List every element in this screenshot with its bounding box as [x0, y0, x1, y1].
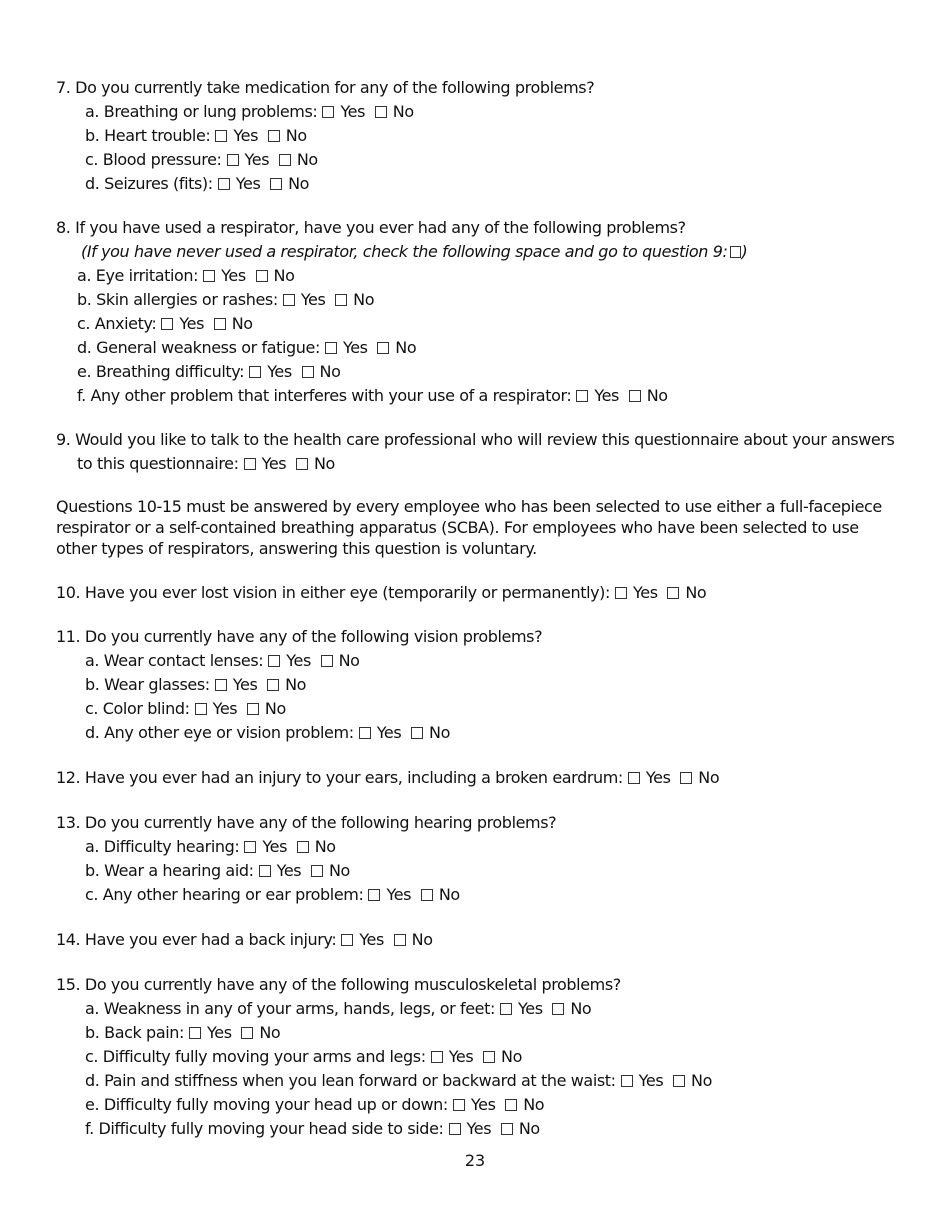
q9-yes-checkbox[interactable] [244, 458, 256, 470]
q7b: b. Heart trouble: Yes No [85, 126, 307, 145]
q13a: a. Difficulty hearing: Yes No [85, 837, 336, 856]
q11a-no-checkbox[interactable] [321, 655, 333, 667]
q8f-no-checkbox[interactable] [629, 390, 641, 402]
q15a-no-checkbox[interactable] [552, 1003, 564, 1015]
q7c-yes-checkbox[interactable] [227, 154, 239, 166]
q7d-no-checkbox[interactable] [270, 178, 282, 190]
q12-no-checkbox[interactable] [680, 772, 692, 784]
q11c: c. Color blind: Yes No [85, 699, 286, 718]
q8d-yes-checkbox[interactable] [325, 342, 337, 354]
q15c-no-checkbox[interactable] [483, 1051, 495, 1063]
q15e-yes-checkbox[interactable] [453, 1099, 465, 1111]
q10-no-checkbox[interactable] [667, 587, 679, 599]
q13a-yes-checkbox[interactable] [244, 841, 256, 853]
q15d-no-checkbox[interactable] [673, 1075, 685, 1087]
q11c-no-checkbox[interactable] [247, 703, 259, 715]
q11a: a. Wear contact lenses: Yes No [85, 651, 360, 670]
q8a-yes-checkbox[interactable] [203, 270, 215, 282]
q15f: f. Difficulty fully moving your head side to side: Yes No [85, 1119, 540, 1138]
q9-no-checkbox[interactable] [296, 458, 308, 470]
q11d-no-checkbox[interactable] [411, 727, 423, 739]
q13-text: 13. Do you currently have any of the following hearing problems? [56, 813, 557, 832]
q7d: d. Seizures (fits): Yes No [85, 174, 310, 193]
q11c-yes-checkbox[interactable] [195, 703, 207, 715]
q15a-yes-checkbox[interactable] [500, 1003, 512, 1015]
instructions-paragraph: Questions 10-15 must be answered by every employee who has been selected to use either a full-facepiece respirator or a self-contained breathing apparatus (SCBA). For employees who have been selected to use other types of respirators, answering this question is voluntary. [56, 497, 882, 558]
q12-yes-checkbox[interactable] [628, 772, 640, 784]
q11b-no-checkbox[interactable] [267, 679, 279, 691]
q15f-yes-checkbox[interactable] [449, 1123, 461, 1135]
q15d-yes-checkbox[interactable] [621, 1075, 633, 1087]
q7a-yes-checkbox[interactable] [322, 106, 334, 118]
q7a: a. Breathing or lung problems: Yes No [85, 102, 414, 121]
q15b: b. Back pain: Yes No [85, 1023, 281, 1042]
q11a-yes-checkbox[interactable] [268, 655, 280, 667]
q11d-yes-checkbox[interactable] [359, 727, 371, 739]
q14: 14. Have you ever had a back injury: Yes No [56, 930, 433, 949]
q14-no-checkbox[interactable] [394, 934, 406, 946]
q8a: a. Eye irritation: Yes No [77, 266, 295, 285]
q8-skip-checkbox[interactable] [730, 246, 741, 258]
q10-yes-checkbox[interactable] [615, 587, 627, 599]
q13a-no-checkbox[interactable] [297, 841, 309, 853]
q8-text: 8. If you have used a respirator, have you ever had any of the following problems? [56, 218, 686, 237]
q7c: c. Blood pressure: Yes No [85, 150, 318, 169]
q15d: d. Pain and stiffness when you lean forward or backward at the waist: Yes No [85, 1071, 712, 1090]
q15e: e. Difficulty fully moving your head up or down: Yes No [85, 1095, 545, 1114]
q15a: a. Weakness in any of your arms, hands, legs, or feet: Yes No [85, 999, 592, 1018]
q8f: f. Any other problem that interferes with your use of a respirator: Yes No [77, 386, 668, 405]
q14-yes-checkbox[interactable] [341, 934, 353, 946]
q7a-no-checkbox[interactable] [375, 106, 387, 118]
q8b-yes-checkbox[interactable] [283, 294, 295, 306]
page-number: 23 [464, 1151, 486, 1170]
q15b-no-checkbox[interactable] [241, 1027, 253, 1039]
q8e: e. Breathing difficulty: Yes No [77, 362, 341, 381]
q11-text: 11. Do you currently have any of the following vision problems? [56, 627, 543, 646]
q15e-no-checkbox[interactable] [505, 1099, 517, 1111]
q11b: b. Wear glasses: Yes No [85, 675, 307, 694]
q7d-yes-checkbox[interactable] [218, 178, 230, 190]
q13b-no-checkbox[interactable] [311, 865, 323, 877]
q8b: b. Skin allergies or rashes: Yes No [77, 290, 375, 309]
q7b-yes-checkbox[interactable] [215, 130, 227, 142]
q8-note: (If you have never used a respirator, check the following space and go to question 9: ) [81, 242, 748, 261]
q13c-yes-checkbox[interactable] [368, 889, 380, 901]
questionnaire-page [56, 76, 896, 1141]
q8c-yes-checkbox[interactable] [161, 318, 173, 330]
q8c-no-checkbox[interactable] [214, 318, 226, 330]
q7b-no-checkbox[interactable] [268, 130, 280, 142]
q15f-no-checkbox[interactable] [501, 1123, 513, 1135]
q13b: b. Wear a hearing aid: Yes No [85, 861, 350, 880]
q13c-no-checkbox[interactable] [421, 889, 433, 901]
q9-text: 9. Would you like to talk to the health care professional who will review this questionnaire about your answers [56, 430, 895, 449]
q8f-yes-checkbox[interactable] [576, 390, 588, 402]
q10: 10. Have you ever lost vision in either eye (temporarily or permanently): Yes No [56, 583, 707, 602]
q8d: d. General weakness or fatigue: Yes No [77, 338, 417, 357]
q11b-yes-checkbox[interactable] [215, 679, 227, 691]
q15c: c. Difficulty fully moving your arms and legs: Yes No [85, 1047, 522, 1066]
q11d: d. Any other eye or vision problem: Yes No [85, 723, 450, 742]
q15c-yes-checkbox[interactable] [431, 1051, 443, 1063]
q8e-no-checkbox[interactable] [302, 366, 314, 378]
q8c: c. Anxiety: Yes No [77, 314, 253, 333]
q7-text: 7. Do you currently take medication for any of the following problems? [56, 78, 595, 97]
q13c: c. Any other hearing or ear problem: Yes No [85, 885, 460, 904]
q13b-yes-checkbox[interactable] [259, 865, 271, 877]
q15b-yes-checkbox[interactable] [189, 1027, 201, 1039]
q8a-no-checkbox[interactable] [256, 270, 268, 282]
q8b-no-checkbox[interactable] [335, 294, 347, 306]
q12: 12. Have you ever had an injury to your ears, including a broken eardrum: Yes No [56, 768, 720, 787]
q7c-no-checkbox[interactable] [279, 154, 291, 166]
q9-answer: to this questionnaire: Yes No [77, 454, 335, 473]
q15-text: 15. Do you currently have any of the following musculoskeletal problems? [56, 975, 621, 994]
q8d-no-checkbox[interactable] [377, 342, 389, 354]
q8e-yes-checkbox[interactable] [249, 366, 261, 378]
